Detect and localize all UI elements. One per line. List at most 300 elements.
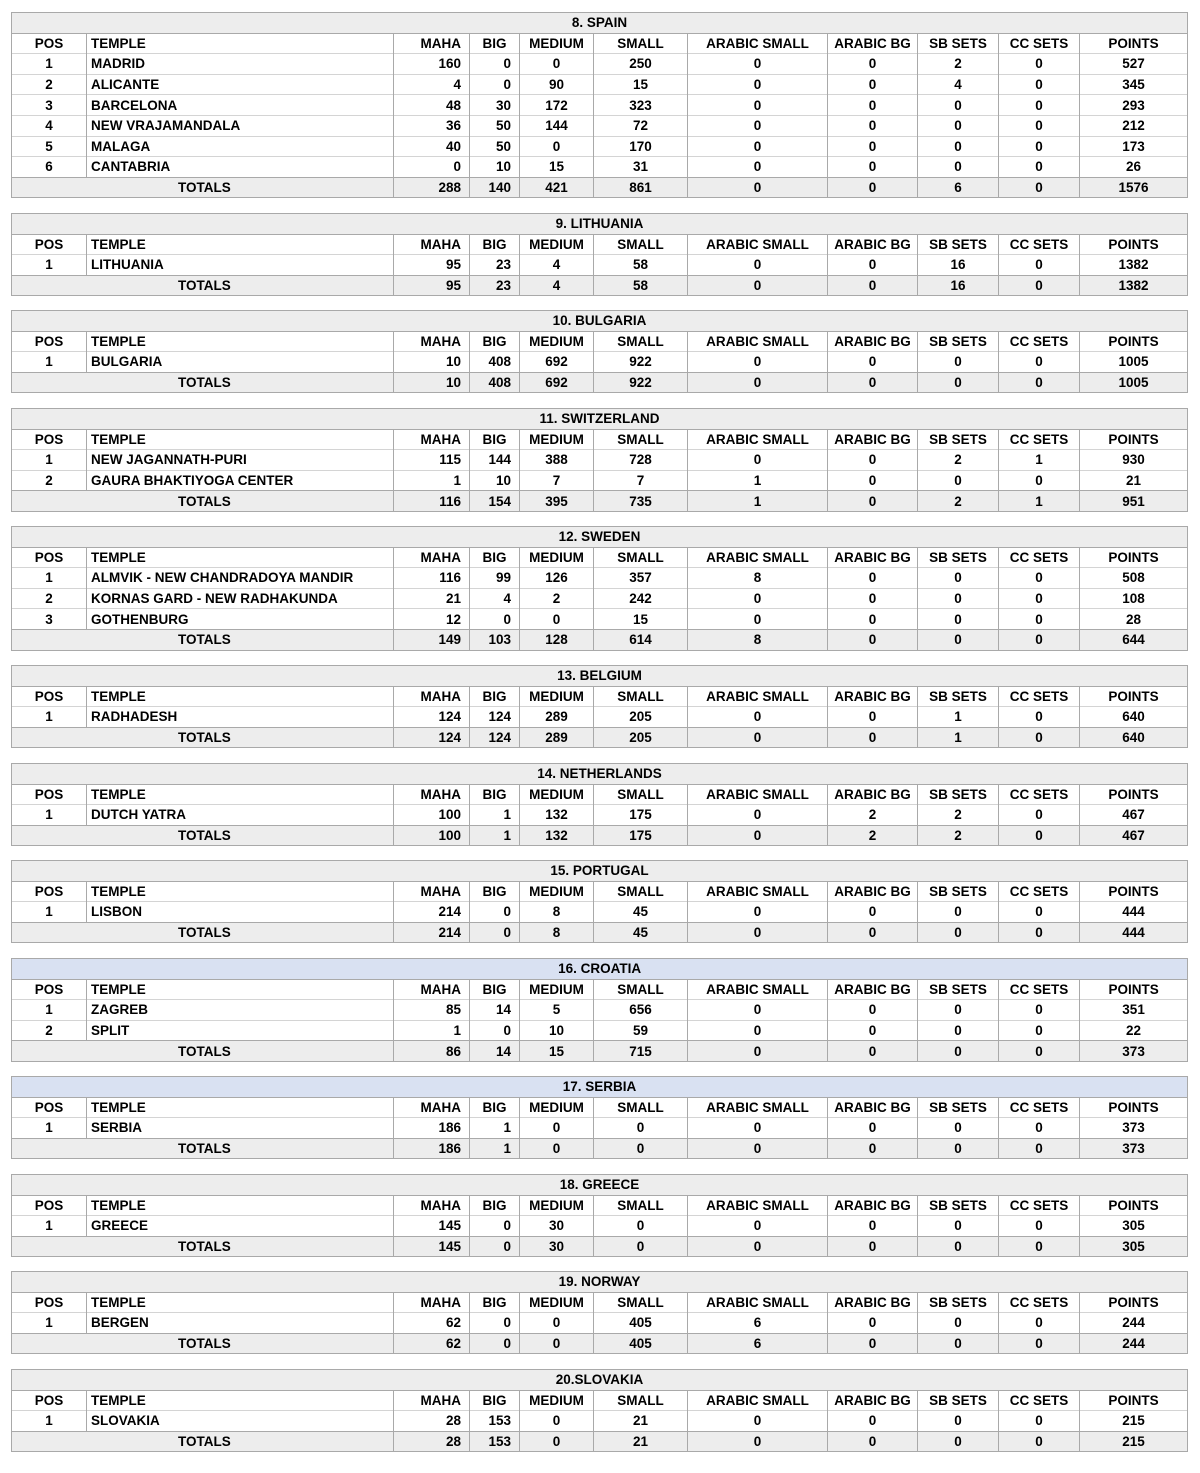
table-cell: 7 [594, 470, 688, 491]
table-cell: 1 [12, 805, 87, 826]
table-cell: 0 [688, 1020, 828, 1041]
totals-cell: 2 [828, 825, 918, 846]
totals-cell: 0 [999, 922, 1080, 943]
column-header: SMALL [594, 33, 688, 54]
table-cell: 0 [999, 805, 1080, 826]
table-cell: 116 [394, 568, 470, 589]
table-cell: 0 [999, 588, 1080, 609]
totals-label: TOTALS [12, 922, 394, 943]
country-title-row [12, 527, 1188, 548]
table-cell: BERGEN [87, 1313, 394, 1334]
table-cell: 132 [520, 805, 594, 826]
table-cell: 21 [394, 588, 470, 609]
table-row [12, 707, 1188, 728]
table-cell: 15 [520, 157, 594, 178]
totals-cell: 0 [828, 727, 918, 748]
country-title: 15. PORTUGAL [12, 861, 1188, 882]
table-cell: 1 [394, 470, 470, 491]
column-header: ARABIC SMALL [688, 1292, 828, 1313]
totals-cell: 154 [470, 491, 520, 512]
column-header: MAHA [394, 979, 470, 1000]
table-cell: 0 [918, 95, 999, 116]
column-header: CC SETS [999, 1195, 1080, 1216]
table-cell: 388 [520, 450, 594, 471]
totals-label: TOTALS [12, 727, 394, 748]
totals-cell: 405 [594, 1333, 688, 1354]
table-cell: 1 [12, 568, 87, 589]
column-header: MEDIUM [520, 1292, 594, 1313]
table-cell: 0 [828, 255, 918, 276]
column-header: SMALL [594, 686, 688, 707]
column-header: MAHA [394, 1195, 470, 1216]
table-cell: 124 [394, 707, 470, 728]
column-header: MEDIUM [520, 33, 594, 54]
table-cell: ALICANTE [87, 74, 394, 95]
table-cell: 115 [394, 450, 470, 471]
column-header-row [12, 686, 1188, 707]
totals-cell: 922 [594, 372, 688, 393]
totals-cell: 861 [594, 177, 688, 198]
table-cell: 408 [470, 352, 520, 373]
column-header: SB SETS [918, 1292, 999, 1313]
totals-cell: 0 [828, 1138, 918, 1159]
table-cell: 2 [12, 74, 87, 95]
table-cell: 0 [999, 54, 1080, 75]
country-table [11, 1174, 1188, 1257]
table-cell: 1 [12, 707, 87, 728]
country-title: 11. SWITZERLAND [12, 409, 1188, 430]
table-cell: 0 [918, 1216, 999, 1237]
country-title: 19. NORWAY [12, 1272, 1188, 1293]
column-header: POS [12, 881, 87, 902]
column-header: BIG [470, 1390, 520, 1411]
table-cell: 0 [918, 352, 999, 373]
column-header: ARABIC BG [828, 33, 918, 54]
table-row [12, 609, 1188, 630]
table-cell: 0 [688, 115, 828, 136]
totals-row [12, 727, 1188, 748]
table-row [12, 352, 1188, 373]
totals-cell: 0 [828, 629, 918, 650]
table-cell: 212 [1080, 115, 1188, 136]
totals-cell: 244 [1080, 1333, 1188, 1354]
table-row [12, 1313, 1188, 1334]
table-cell: 5 [12, 136, 87, 157]
table-row [12, 1020, 1188, 1041]
table-cell: 31 [594, 157, 688, 178]
table-cell: 48 [394, 95, 470, 116]
table-row [12, 74, 1188, 95]
table-cell: 0 [470, 54, 520, 75]
totals-cell: 1005 [1080, 372, 1188, 393]
totals-cell: 186 [394, 1138, 470, 1159]
table-cell: 28 [1080, 609, 1188, 630]
column-header: BIG [470, 1195, 520, 1216]
table-cell: 0 [828, 450, 918, 471]
column-header: ARABIC SMALL [688, 429, 828, 450]
totals-cell: 124 [394, 727, 470, 748]
column-header: POS [12, 429, 87, 450]
column-header: ARABIC BG [828, 1390, 918, 1411]
table-cell: 50 [470, 136, 520, 157]
country-table [11, 213, 1188, 296]
table-cell: 0 [470, 74, 520, 95]
column-header: CC SETS [999, 1390, 1080, 1411]
column-header: ARABIC SMALL [688, 1195, 828, 1216]
totals-row [12, 275, 1188, 296]
table-cell: 930 [1080, 450, 1188, 471]
table-cell: 0 [470, 609, 520, 630]
table-cell: 153 [470, 1411, 520, 1432]
country-table [11, 763, 1188, 846]
column-header-row [12, 547, 1188, 568]
totals-cell: 0 [828, 275, 918, 296]
table-cell: 22 [1080, 1020, 1188, 1041]
column-header: SB SETS [918, 234, 999, 255]
column-header: ARABIC SMALL [688, 1097, 828, 1118]
totals-cell: 95 [394, 275, 470, 296]
table-cell: 10 [394, 352, 470, 373]
column-header: SMALL [594, 429, 688, 450]
table-cell: 508 [1080, 568, 1188, 589]
table-cell: 0 [999, 74, 1080, 95]
table-row [12, 1118, 1188, 1139]
totals-cell: 0 [918, 922, 999, 943]
table-cell: 16 [918, 255, 999, 276]
table-cell: 0 [999, 115, 1080, 136]
table-cell: 0 [918, 902, 999, 923]
column-header: SB SETS [918, 547, 999, 568]
table-cell: 58 [594, 255, 688, 276]
column-header: ARABIC SMALL [688, 331, 828, 352]
table-cell: GAURA BHAKTIYOGA CENTER [87, 470, 394, 491]
table-cell: 1005 [1080, 352, 1188, 373]
table-cell: 0 [688, 255, 828, 276]
table-cell: 0 [520, 609, 594, 630]
table-cell: 0 [688, 95, 828, 116]
column-header: BIG [470, 881, 520, 902]
country-table [11, 1076, 1188, 1159]
table-cell: 0 [828, 1020, 918, 1041]
totals-cell: 0 [918, 1431, 999, 1452]
table-cell: 0 [688, 74, 828, 95]
table-cell: 3 [12, 95, 87, 116]
table-cell: 0 [999, 902, 1080, 923]
totals-cell: 444 [1080, 922, 1188, 943]
table-cell: 0 [688, 805, 828, 826]
totals-label: TOTALS [12, 1431, 394, 1452]
table-cell: LISBON [87, 902, 394, 923]
country-title-row [12, 1272, 1188, 1293]
totals-cell: 1382 [1080, 275, 1188, 296]
column-header: CC SETS [999, 547, 1080, 568]
country-table [11, 665, 1188, 748]
totals-cell: 0 [688, 275, 828, 296]
column-header: TEMPLE [87, 979, 394, 1000]
column-header: ARABIC SMALL [688, 234, 828, 255]
table-cell: 23 [470, 255, 520, 276]
table-cell: 527 [1080, 54, 1188, 75]
totals-cell: 1 [470, 825, 520, 846]
column-header: MAHA [394, 686, 470, 707]
column-header: POINTS [1080, 429, 1188, 450]
table-cell: 99 [470, 568, 520, 589]
table-cell: 1 [12, 1118, 87, 1139]
country-table [11, 408, 1188, 512]
table-cell: 95 [394, 255, 470, 276]
table-cell: ZAGREB [87, 1000, 394, 1021]
totals-cell: 421 [520, 177, 594, 198]
column-header: TEMPLE [87, 429, 394, 450]
table-cell: 2 [12, 470, 87, 491]
table-cell: 0 [828, 1313, 918, 1334]
totals-cell: 0 [470, 1333, 520, 1354]
table-row [12, 136, 1188, 157]
column-header: TEMPLE [87, 1292, 394, 1313]
column-header: BIG [470, 979, 520, 1000]
table-row [12, 470, 1188, 491]
table-cell: 0 [999, 136, 1080, 157]
table-cell: 4 [394, 74, 470, 95]
column-header: TEMPLE [87, 1097, 394, 1118]
totals-cell: 1 [470, 1138, 520, 1159]
column-header: MEDIUM [520, 686, 594, 707]
column-header: BIG [470, 1097, 520, 1118]
totals-cell: 0 [918, 1236, 999, 1257]
column-header: SB SETS [918, 1195, 999, 1216]
column-header: ARABIC BG [828, 429, 918, 450]
column-header: ARABIC SMALL [688, 33, 828, 54]
table-cell: 373 [1080, 1118, 1188, 1139]
column-header: SB SETS [918, 784, 999, 805]
table-cell: 85 [394, 1000, 470, 1021]
table-cell: 145 [394, 1216, 470, 1237]
table-cell: LITHUANIA [87, 255, 394, 276]
column-header: SB SETS [918, 331, 999, 352]
table-cell: CANTABRIA [87, 157, 394, 178]
column-header: POINTS [1080, 1390, 1188, 1411]
country-title-row [12, 959, 1188, 980]
column-header: ARABIC BG [828, 1195, 918, 1216]
totals-cell: 0 [918, 1138, 999, 1159]
table-cell: 4 [520, 255, 594, 276]
totals-cell: 1 [999, 491, 1080, 512]
column-header: MAHA [394, 429, 470, 450]
column-header: MAHA [394, 547, 470, 568]
column-header: CC SETS [999, 1097, 1080, 1118]
table-cell: SERBIA [87, 1118, 394, 1139]
country-title-row [12, 13, 1188, 34]
totals-cell: 0 [828, 1236, 918, 1257]
table-cell: 0 [918, 588, 999, 609]
totals-label: TOTALS [12, 491, 394, 512]
column-header-row [12, 429, 1188, 450]
column-header: POINTS [1080, 33, 1188, 54]
column-header: TEMPLE [87, 234, 394, 255]
totals-cell: 4 [520, 275, 594, 296]
column-header: POINTS [1080, 547, 1188, 568]
totals-cell: 100 [394, 825, 470, 846]
column-header: MAHA [394, 784, 470, 805]
totals-cell: 0 [828, 1041, 918, 1062]
table-cell: 289 [520, 707, 594, 728]
table-cell: 0 [999, 568, 1080, 589]
totals-cell: 0 [688, 177, 828, 198]
totals-row [12, 1138, 1188, 1159]
column-header: CC SETS [999, 686, 1080, 707]
totals-cell: 0 [999, 825, 1080, 846]
table-cell: 640 [1080, 707, 1188, 728]
totals-cell: 0 [999, 1041, 1080, 1062]
table-cell: 0 [918, 568, 999, 589]
totals-cell: 0 [688, 372, 828, 393]
table-cell: 323 [594, 95, 688, 116]
column-header: ARABIC SMALL [688, 547, 828, 568]
totals-cell: 0 [999, 275, 1080, 296]
column-header: POS [12, 979, 87, 1000]
table-cell: 0 [999, 1000, 1080, 1021]
totals-cell: 215 [1080, 1431, 1188, 1452]
totals-cell: 124 [470, 727, 520, 748]
totals-cell: 28 [394, 1431, 470, 1452]
table-cell: 0 [918, 115, 999, 136]
table-cell: 1 [12, 54, 87, 75]
column-header: MAHA [394, 1390, 470, 1411]
totals-cell: 640 [1080, 727, 1188, 748]
table-cell: 36 [394, 115, 470, 136]
totals-cell: 0 [688, 1236, 828, 1257]
column-header: CC SETS [999, 784, 1080, 805]
table-cell: 2 [12, 588, 87, 609]
country-title-row [12, 666, 1188, 687]
table-cell: SLOVAKIA [87, 1411, 394, 1432]
table-cell: 0 [918, 1313, 999, 1334]
table-cell: 50 [470, 115, 520, 136]
totals-cell: 140 [470, 177, 520, 198]
totals-label: TOTALS [12, 275, 394, 296]
table-cell: 2 [12, 1020, 87, 1041]
country-title-row [12, 764, 1188, 785]
country-table [11, 526, 1188, 651]
table-cell: DUTCH YATRA [87, 805, 394, 826]
table-cell: 0 [828, 568, 918, 589]
totals-cell: 0 [688, 1431, 828, 1452]
table-row [12, 1411, 1188, 1432]
table-cell: 0 [828, 115, 918, 136]
column-header: MAHA [394, 1292, 470, 1313]
table-cell: 45 [594, 902, 688, 923]
table-row [12, 255, 1188, 276]
table-cell: 62 [394, 1313, 470, 1334]
table-cell: 0 [999, 255, 1080, 276]
totals-cell: 0 [688, 727, 828, 748]
totals-cell: 8 [688, 629, 828, 650]
table-cell: 8 [520, 902, 594, 923]
table-cell: NEW VRAJAMANDALA [87, 115, 394, 136]
country-table [11, 12, 1188, 198]
table-cell: GOTHENBURG [87, 609, 394, 630]
table-cell: 0 [688, 588, 828, 609]
table-cell: 0 [828, 74, 918, 95]
column-header: SB SETS [918, 686, 999, 707]
table-cell: BULGARIA [87, 352, 394, 373]
column-header: SMALL [594, 1195, 688, 1216]
totals-cell: 735 [594, 491, 688, 512]
column-header: MAHA [394, 33, 470, 54]
totals-cell: 214 [394, 922, 470, 943]
table-cell: 2 [918, 54, 999, 75]
table-cell: 12 [394, 609, 470, 630]
column-header: MEDIUM [520, 331, 594, 352]
table-row [12, 568, 1188, 589]
totals-cell: 175 [594, 825, 688, 846]
table-cell: 1 [12, 902, 87, 923]
table-cell: 1 [470, 1118, 520, 1139]
totals-cell: 0 [828, 177, 918, 198]
totals-cell: 16 [918, 275, 999, 296]
table-cell: 0 [688, 450, 828, 471]
totals-cell: 288 [394, 177, 470, 198]
country-table [11, 310, 1188, 393]
totals-cell: 103 [470, 629, 520, 650]
column-header: ARABIC SMALL [688, 1390, 828, 1411]
table-cell: 0 [688, 157, 828, 178]
table-cell: 0 [828, 1000, 918, 1021]
totals-cell: 305 [1080, 1236, 1188, 1257]
totals-cell: 0 [999, 177, 1080, 198]
totals-row [12, 825, 1188, 846]
table-cell: RADHADESH [87, 707, 394, 728]
table-cell: 1 [12, 1411, 87, 1432]
table-cell: 0 [688, 902, 828, 923]
column-header: CC SETS [999, 234, 1080, 255]
table-cell: 0 [688, 352, 828, 373]
table-cell: 59 [594, 1020, 688, 1041]
country-title: 18. GREECE [12, 1175, 1188, 1196]
table-cell: 0 [828, 54, 918, 75]
country-table [11, 1369, 1188, 1452]
totals-cell: 0 [828, 372, 918, 393]
totals-cell: 0 [688, 1041, 828, 1062]
totals-cell: 0 [594, 1236, 688, 1257]
column-header: ARABIC SMALL [688, 979, 828, 1000]
column-header: BIG [470, 686, 520, 707]
totals-cell: 58 [594, 275, 688, 296]
table-cell: 692 [520, 352, 594, 373]
column-header: MEDIUM [520, 234, 594, 255]
column-header: SB SETS [918, 1390, 999, 1411]
country-title-row [12, 409, 1188, 430]
column-header: MAHA [394, 881, 470, 902]
column-header: ARABIC SMALL [688, 881, 828, 902]
column-header: SB SETS [918, 33, 999, 54]
totals-cell: 0 [918, 372, 999, 393]
column-header: POINTS [1080, 1097, 1188, 1118]
column-header: MAHA [394, 1097, 470, 1118]
table-cell: 0 [520, 1411, 594, 1432]
totals-label: TOTALS [12, 825, 394, 846]
totals-cell: 0 [828, 1333, 918, 1354]
table-cell: 15 [594, 74, 688, 95]
column-header: BIG [470, 547, 520, 568]
country-title: 10. BULGARIA [12, 311, 1188, 332]
table-cell: 345 [1080, 74, 1188, 95]
table-cell: 0 [688, 1000, 828, 1021]
table-cell: 0 [918, 157, 999, 178]
country-title-row [12, 1077, 1188, 1098]
column-header: MEDIUM [520, 881, 594, 902]
table-cell: 1 [12, 255, 87, 276]
